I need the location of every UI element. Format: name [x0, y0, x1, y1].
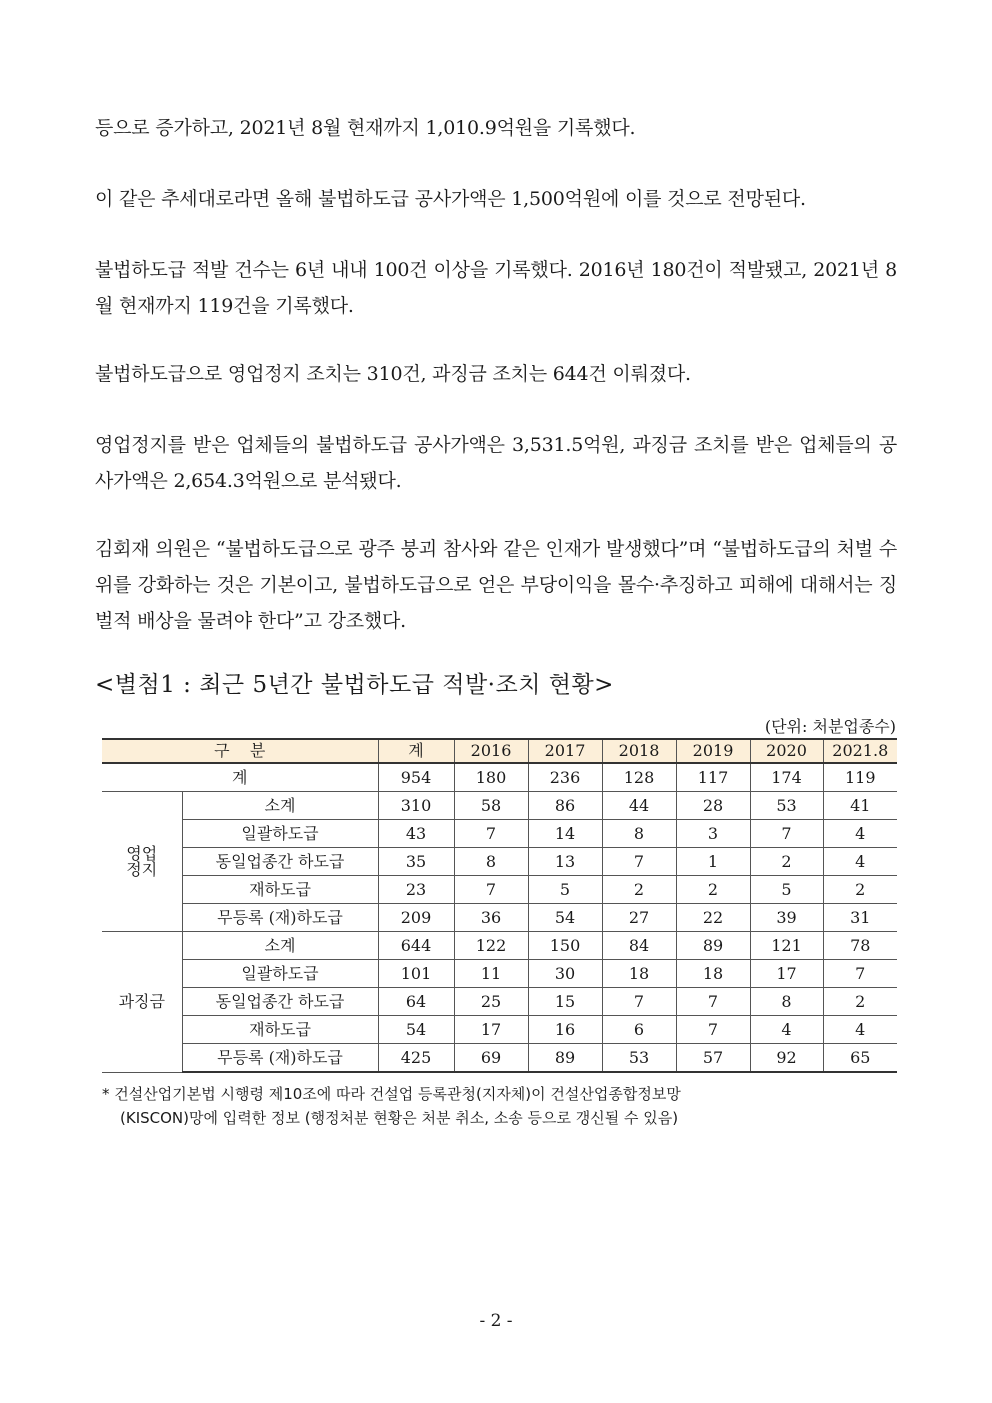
- table-cell: 27: [602, 904, 676, 932]
- table-cell: 7: [750, 820, 823, 848]
- table-cell: 6: [602, 1016, 676, 1044]
- unit-note: (단위: 처분업종수): [764, 717, 896, 736]
- table-cell: 23: [378, 876, 454, 904]
- table-cell: 2: [602, 876, 676, 904]
- table-cell: 954: [378, 763, 454, 792]
- group-label: 과징금: [102, 932, 182, 1073]
- table-cell: 58: [454, 792, 528, 820]
- table-cell: 92: [750, 1044, 823, 1073]
- table-caption: <별첨1 : 최근 5년간 불법하도급 적발·조치 현황>: [95, 672, 614, 698]
- table-cell: 128: [602, 763, 676, 792]
- table-cell: 644: [378, 932, 454, 960]
- table-row: [102, 988, 897, 1016]
- table-cell: 8: [454, 848, 528, 876]
- table-cell: 174: [750, 763, 823, 792]
- header-col: 2020: [750, 739, 823, 763]
- paragraph-2: 이 같은 추세대로라면 올해 불법하도급 공사가액은 1,500억원에 이를 것으로 전망된다.: [95, 188, 806, 210]
- group-label: 영업 정지: [102, 792, 182, 932]
- table-cell: 44: [602, 792, 676, 820]
- row-label: 재하도급: [182, 1016, 378, 1044]
- header-col: 2017: [528, 739, 602, 763]
- header-col: 2016: [454, 739, 528, 763]
- table-cell: 57: [676, 1044, 750, 1073]
- table-row: [102, 1044, 897, 1073]
- table-cell: 14: [528, 820, 602, 848]
- table-cell: 310: [378, 792, 454, 820]
- table-row-total: [102, 763, 897, 792]
- table-cell: 8: [750, 988, 823, 1016]
- table-row: [102, 792, 897, 820]
- row-label: 일괄하도급: [182, 820, 378, 848]
- table-cell: 180: [454, 763, 528, 792]
- table-cell: 64: [378, 988, 454, 1016]
- table-row: [102, 904, 897, 932]
- paragraph-4: 불법하도급으로 영업정지 조치는 310건, 과징금 조치는 644건 이뤄졌다.: [95, 363, 691, 385]
- table-body: [102, 763, 897, 1072]
- table-cell: 5: [750, 876, 823, 904]
- table-cell: 121: [750, 932, 823, 960]
- table-cell: 16: [528, 1016, 602, 1044]
- table-cell: 89: [676, 932, 750, 960]
- table-cell: 13: [528, 848, 602, 876]
- table-cell: 18: [676, 960, 750, 988]
- table-cell: 28: [676, 792, 750, 820]
- table-cell: 86: [528, 792, 602, 820]
- table-cell: 101: [378, 960, 454, 988]
- table-cell: 69: [454, 1044, 528, 1073]
- table-cell: 119: [823, 763, 897, 792]
- row-label: 소계: [182, 792, 378, 820]
- table-row: [102, 876, 897, 904]
- header-col: 계: [378, 739, 454, 763]
- row-label: 소계: [182, 932, 378, 960]
- table-row: [102, 820, 897, 848]
- table-cell: 7: [676, 988, 750, 1016]
- table-cell: 5: [528, 876, 602, 904]
- table-header-row: [102, 739, 897, 763]
- table-cell: 2: [676, 876, 750, 904]
- table-cell: 89: [528, 1044, 602, 1073]
- table-cell: 2: [750, 848, 823, 876]
- table-cell: 31: [823, 904, 897, 932]
- table-cell: 35: [378, 848, 454, 876]
- row-label: 무등록 (재)하도급: [182, 904, 378, 932]
- table-cell: 8: [602, 820, 676, 848]
- table-cell: 7: [676, 1016, 750, 1044]
- table-cell: 4: [823, 848, 897, 876]
- header-category: 구 분: [102, 739, 378, 763]
- table-cell: 2: [823, 988, 897, 1016]
- footnote-line-1: * 건설산업기본법 시행령 제10조에 따라 건설업 등록관청(지자체)이 건설산업종합정보망: [102, 1085, 681, 1103]
- table-cell: 54: [378, 1016, 454, 1044]
- table-cell: 4: [750, 1016, 823, 1044]
- table-cell: 7: [823, 960, 897, 988]
- paragraph-6: 김회재 의원은 “불법하도급으로 광주 붕괴 참사와 같은 인재가 발생했다”며 “불법하도급의 처벌 수위를 강화하는 것은 기본이고, 불법하도급으로 얻은 부당이익을 몰수·추징하고 피해에 대해서는 징벌적 배상을 물려야 한다”고 강조했다.: [95, 538, 897, 632]
- table-cell: 17: [454, 1016, 528, 1044]
- paragraph-5: 영업정지를 받은 업체들의 불법하도급 공사가액은 3,531.5억원, 과징금 조치를 받은 업체들의 공사가액은 2,654.3억원으로 분석됐다.: [95, 434, 897, 492]
- table-cell: 22: [676, 904, 750, 932]
- row-label: 일괄하도급: [182, 960, 378, 988]
- table-cell: 3: [676, 820, 750, 848]
- table-row: [102, 932, 897, 960]
- table-cell: 36: [454, 904, 528, 932]
- page-number: - 2 -: [479, 1311, 513, 1331]
- enforcement-table: [102, 738, 897, 1073]
- table-cell: 78: [823, 932, 897, 960]
- table-cell: 150: [528, 932, 602, 960]
- table-cell: 4: [823, 1016, 897, 1044]
- table-cell: 25: [454, 988, 528, 1016]
- footnote: [102, 1082, 902, 1130]
- table-cell: 84: [602, 932, 676, 960]
- table-cell: 122: [454, 932, 528, 960]
- table-cell: 4: [823, 820, 897, 848]
- table-cell: 53: [750, 792, 823, 820]
- row-label: 동일업종간 하도급: [182, 988, 378, 1016]
- paragraph-3: 불법하도급 적발 건수는 6년 내내 100건 이상을 기록했다. 2016년 180건이 적발됐고, 2021년 8월 현재까지 119건을 기록했다.: [95, 259, 897, 317]
- table-cell: 2: [823, 876, 897, 904]
- table-cell: 425: [378, 1044, 454, 1073]
- table-cell: 7: [454, 820, 528, 848]
- paragraph-1: 등으로 증가하고, 2021년 8월 현재까지 1,010.9억원을 기록했다.: [95, 117, 636, 139]
- table-cell: 236: [528, 763, 602, 792]
- table-cell: 7: [454, 876, 528, 904]
- table-cell: 209: [378, 904, 454, 932]
- table-cell: 117: [676, 763, 750, 792]
- footnote-line-2: (KISCON)망에 입력한 정보 (행정처분 현황은 처분 취소, 소송 등으로 갱신될 수 있음): [120, 1109, 679, 1127]
- table-cell: 43: [378, 820, 454, 848]
- table-cell: 18: [602, 960, 676, 988]
- table-cell: 1: [676, 848, 750, 876]
- row-label: 재하도급: [182, 876, 378, 904]
- table-cell: 39: [750, 904, 823, 932]
- table-cell: 7: [602, 988, 676, 1016]
- header-col: 2021.8: [823, 739, 897, 763]
- row-label: 동일업종간 하도급: [182, 848, 378, 876]
- table-cell: 7: [602, 848, 676, 876]
- table-cell: 15: [528, 988, 602, 1016]
- header-col: 2018: [602, 739, 676, 763]
- table-row: [102, 848, 897, 876]
- table-row: [102, 1016, 897, 1044]
- row-label: 계: [102, 763, 378, 792]
- table-cell: 54: [528, 904, 602, 932]
- table-cell: 53: [602, 1044, 676, 1073]
- table-row: [102, 960, 897, 988]
- row-label: 무등록 (재)하도급: [182, 1044, 378, 1073]
- header-col: 2019: [676, 739, 750, 763]
- table-cell: 30: [528, 960, 602, 988]
- table-cell: 65: [823, 1044, 897, 1073]
- table-cell: 41: [823, 792, 897, 820]
- table-cell: 17: [750, 960, 823, 988]
- table-cell: 11: [454, 960, 528, 988]
